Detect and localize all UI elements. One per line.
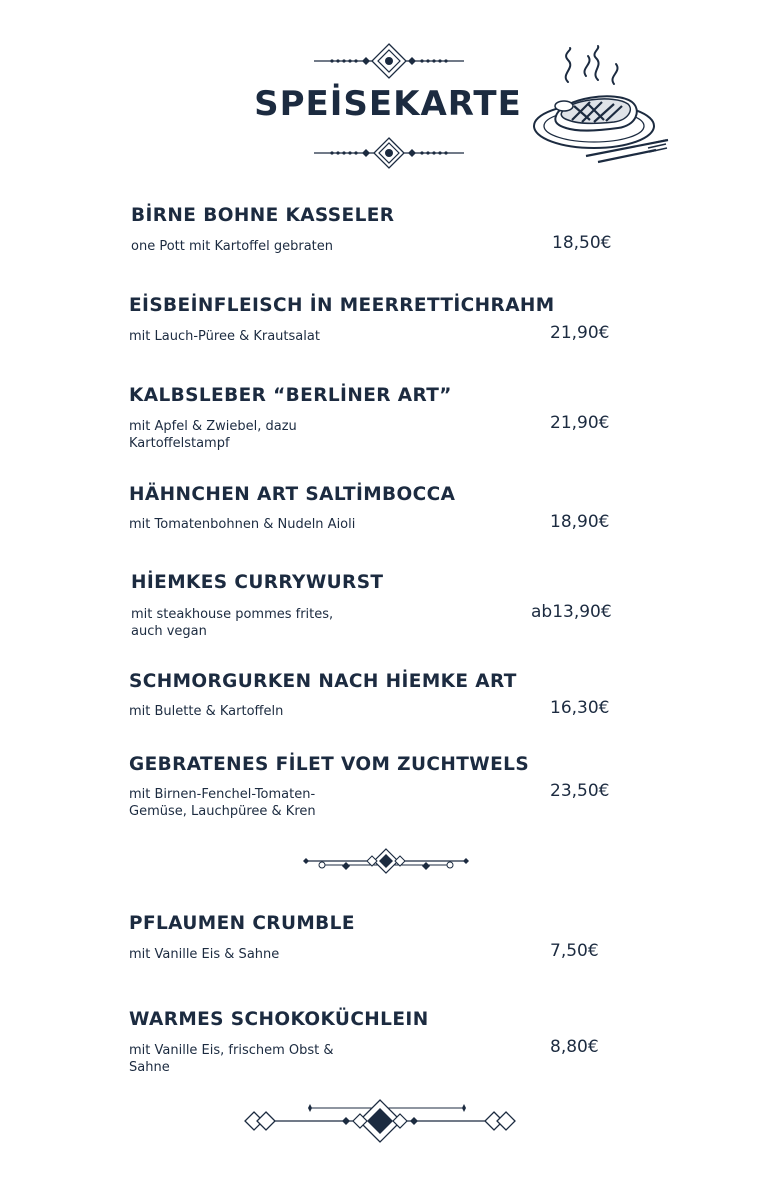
page-title: SPEİSEKARTE xyxy=(254,84,522,124)
dish-price: 8,80€ xyxy=(550,1037,599,1057)
dish-name: HÄHNCHEN ART SALTİMBOCCA xyxy=(129,484,456,505)
bottom-ornament-icon xyxy=(240,1098,520,1144)
dish-name: BİRNE BOHNE KASSELER xyxy=(131,205,395,226)
dish-name: SCHMORGURKEN NACH HİEMKE ART xyxy=(129,671,517,692)
dish-name: KALBSLEBER “BERLİNER ART” xyxy=(129,385,452,406)
dish-description: mit Bulette & Kartoffeln xyxy=(129,704,284,719)
steak-plate-icon xyxy=(528,44,674,168)
dish-name: WARMES SCHOKOKÜCHLEIN xyxy=(129,1009,429,1030)
divider-ornament-icon xyxy=(302,848,470,874)
dish-description: mit Tomatenbohnen & Nudeln Aioli xyxy=(129,517,356,532)
dish-price: 21,90€ xyxy=(550,413,610,433)
dish-price: 21,90€ xyxy=(550,323,610,343)
dish-price: 7,50€ xyxy=(550,941,599,961)
dish-name: EİSBEİNFLEISCH İN MEERRETTİCHRAHM xyxy=(129,295,555,316)
dish-description: mit Lauch-Püree & Krautsalat xyxy=(129,329,320,344)
dish-description: mit steakhouse pommes frites, auch vegan xyxy=(131,607,334,639)
dish-price: 18,50€ xyxy=(552,233,612,253)
dish-price: 16,30€ xyxy=(550,698,610,718)
top-ornament-icon xyxy=(314,42,464,80)
dish-name: HİEMKES CURRYWURST xyxy=(131,572,384,593)
dish-price: 18,90€ xyxy=(550,512,610,532)
dish-description: mit Vanille Eis & Sahne xyxy=(129,947,280,962)
dish-price: 23,50€ xyxy=(550,781,610,801)
dish-description: mit Vanille Eis, frischem Obst & Sahne xyxy=(129,1043,334,1075)
dish-price: ab13,90€ xyxy=(531,602,612,622)
dish-description: mit Birnen-Fenchel-Tomaten- Gemüse, Lauchpüree & Kren xyxy=(129,787,316,819)
dish-description: mit Apfel & Zwiebel, dazu Kartoffelstampf xyxy=(129,419,297,451)
dish-name: PFLAUMEN CRUMBLE xyxy=(129,913,355,934)
dish-description: one Pott mit Kartoffel gebraten xyxy=(131,239,333,254)
dish-name: GEBRATENES FİLET VOM ZUCHTWELS xyxy=(129,754,530,775)
title-underline-ornament-icon xyxy=(314,136,464,170)
